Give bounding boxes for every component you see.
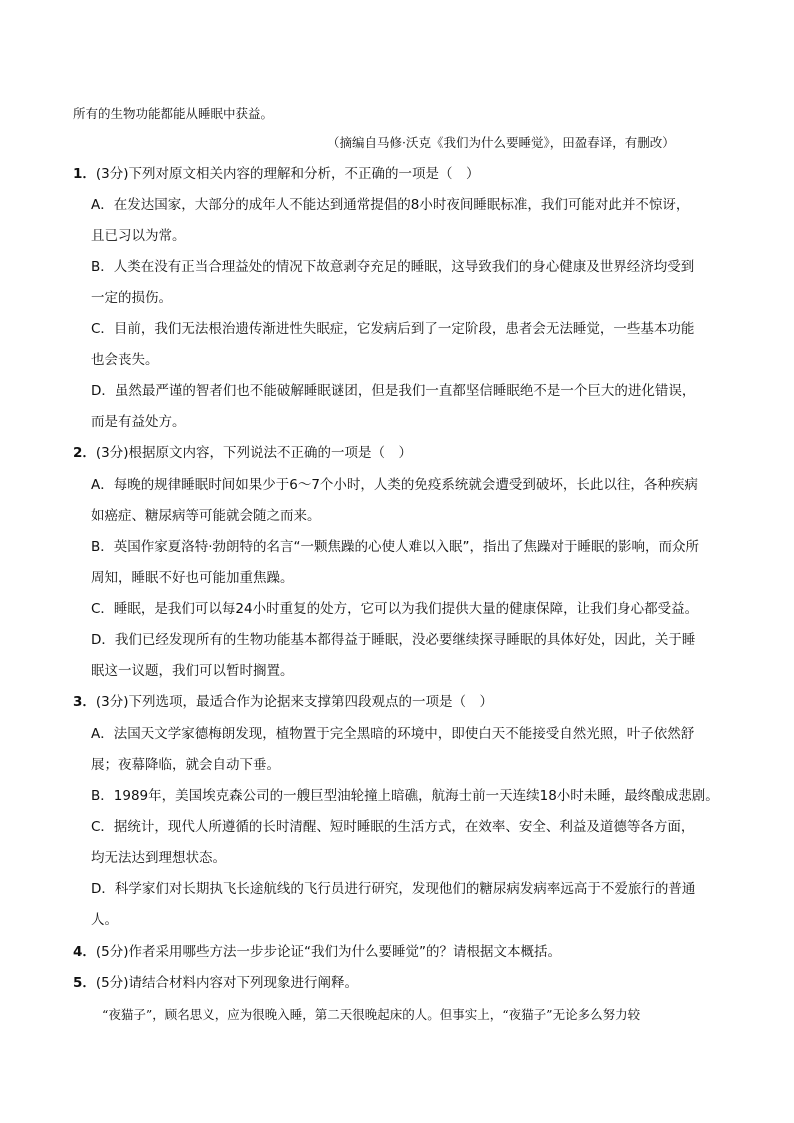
option-1a-cont: 且已习以为常。 bbox=[91, 228, 186, 244]
option-1b: B．人类在没有正当合理益处的情况下故意剥夺充足的睡眠，这导致我们的身心健康及世界经济均受到 bbox=[91, 259, 695, 275]
option-2d: D．我们已经发现所有的生物功能基本都得益于睡眠，没必要继续探寻睡眠的具体好处，因此，关于睡 bbox=[91, 632, 696, 648]
option-2c: C．睡眠，是我们可以每24小时重复的处方，它可以为我们提供大量的健康保障，让我们身心都受益。 bbox=[91, 601, 699, 617]
question-5-stem bbox=[73, 973, 358, 993]
option-2a-cont: 如癌症、糖尿病等可能就会随之而来。 bbox=[91, 508, 321, 524]
question-1-stem bbox=[73, 164, 480, 184]
option-2b-cont: 周知，睡眠不好也可能加重焦躁。 bbox=[91, 570, 294, 586]
question-2-stem bbox=[73, 443, 412, 463]
option-1a: A．在发达国家，大部分的成年人不能达到通常提倡的8小时夜间睡眠标准，我们可能对此并不惊讶， bbox=[91, 197, 690, 213]
option-3a: A．法国天文学家德梅朗发现，植物置于完全黑暗的环境中，即使白天不能接受自然光照，叶子依然舒 bbox=[91, 726, 695, 742]
question-number: 3． bbox=[73, 694, 96, 710]
option-1d: D．虽然最严谨的智者们也不能破解睡眠谜团，但是我们一直都坚信睡眠绝不是一个巨大的进化错误， bbox=[91, 383, 696, 399]
excerpt-text: “夜猫子”，顾名思义，应为很晚入睡，第二天很晚起床的人。但事实上，“夜猫子”无论多么努力较 bbox=[102, 1007, 641, 1022]
question-3-stem bbox=[73, 692, 493, 712]
question-stem-text: (3分)下列选项，最适合作为论据来支撑第四段观点的一项是（ ） bbox=[95, 694, 494, 710]
option-3b: B．1989年，美国埃克森公司的一艘巨型油轮撞上暗礁，航海士前一天连续18小时未睡，最终酿成悲剧。 bbox=[91, 788, 719, 804]
option-3a-cont: 展；夜幕降临，就会自动下垂。 bbox=[91, 757, 280, 773]
option-3c-cont: 均无法达到理想状态。 bbox=[91, 850, 226, 866]
option-1d-cont: 而是有益处方。 bbox=[91, 414, 186, 430]
option-1b-cont: 一定的损伤。 bbox=[91, 290, 172, 306]
question-number: 2． bbox=[73, 445, 96, 461]
question-stem-text: (3分)下列对原文相关内容的理解和分析，不正确的一项是（ ） bbox=[95, 166, 480, 182]
passage-source: （摘编自马修·沃克《我们为什么要睡觉》，田盈春译，有删改） bbox=[327, 135, 675, 150]
option-3d-cont: 人。 bbox=[91, 912, 118, 928]
question-number: 4． bbox=[73, 944, 96, 960]
question-number: 1． bbox=[73, 166, 96, 182]
option-2b: B．英国作家夏洛特·勃朗特的名言“一颗焦躁的心使人难以入眠”，指出了焦躁对于睡眠的影响，而众所 bbox=[91, 539, 700, 555]
passage-tail-text: 所有的生物功能都能从睡眠中获益。 bbox=[73, 106, 274, 121]
option-2a: A．每晚的规律睡眠时间如果少于6～7个小时，人类的免疫系统就会遭受到破坏，长此以往，各种疾病 bbox=[91, 477, 698, 493]
question-stem-text: (3分)根据原文内容，下列说法不正确的一项是（ ） bbox=[95, 445, 413, 461]
question-number: 5． bbox=[73, 975, 96, 991]
option-3d: D．科学家们对长期执飞长途航线的飞行员进行研究，发现他们的糖尿病发病率远高于不爱旅行的普通 bbox=[91, 881, 696, 897]
question-4-stem bbox=[73, 942, 561, 962]
question-stem-text: (5分)作者采用哪些方法一步步论证“我们为什么要睡觉”的？请根据文本概括。 bbox=[95, 944, 562, 960]
option-3c: C．据统计，现代人所遵循的长时清醒、短时睡眠的生活方式，在效率、安全、利益及道德等各方面， bbox=[91, 819, 695, 835]
question-stem-text: (5分)请结合材料内容对下列现象进行阐释。 bbox=[95, 975, 359, 991]
option-1c-cont: 也会丧失。 bbox=[91, 352, 159, 368]
option-2d-cont: 眠这一议题，我们可以暂时搁置。 bbox=[91, 663, 294, 679]
option-1c: C．目前，我们无法根治遗传渐进性失眠症，它发病后到了一定阶段，患者会无法睡觉，一些基本功能 bbox=[91, 321, 695, 337]
